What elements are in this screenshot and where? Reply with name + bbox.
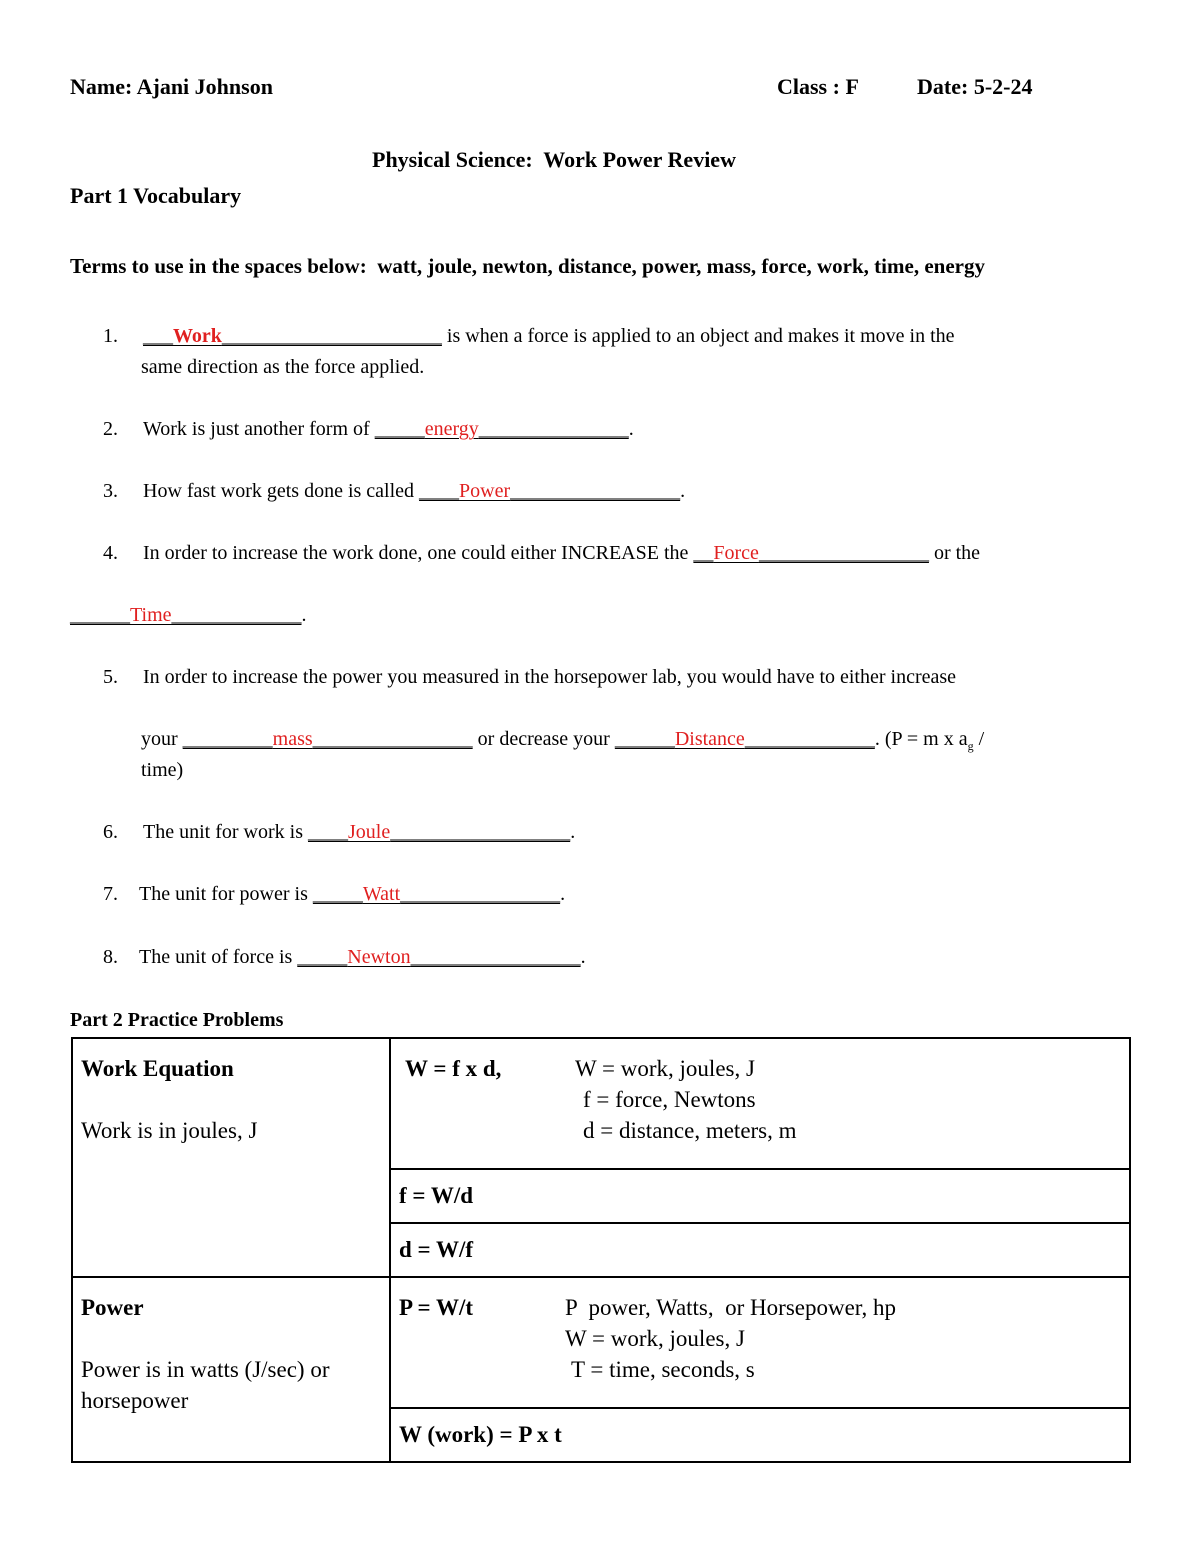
name-field <box>70 74 273 100</box>
question-3: 3. How fast work gets done is called ____Power_________________. <box>103 480 686 502</box>
power-label-cell <box>72 1277 390 1462</box>
force-equation: f = W/d <box>390 1169 1130 1223</box>
answer-5b: Distance <box>674 728 745 750</box>
work-title: Work Equation <box>81 1056 234 1081</box>
question-2: 2. Work is just another form of _____energy_______________. <box>103 418 634 440</box>
question-number: 1. <box>103 325 118 347</box>
question-end: . <box>580 946 586 968</box>
work-main-equation: W = f x d, <box>405 1056 502 1081</box>
formula-subscript: g <box>967 739 974 753</box>
question-4: 4. In order to increase the work done, one could either INCREASE the __Force_________________ or the <box>103 542 981 564</box>
answer-3: Power <box>459 480 511 502</box>
page-title: Physical Science: Work Power Review <box>372 147 736 172</box>
power-equation-cell <box>390 1277 1130 1408</box>
work-def: W = work, joules, J <box>575 1056 755 1081</box>
work-equation-cell <box>390 1038 1130 1169</box>
practice-table <box>71 1037 1131 1463</box>
power-def: P power, Watts, or Horsepower, hp <box>565 1295 897 1320</box>
work-def: d = distance, meters, m <box>583 1118 797 1143</box>
work-label-cell <box>72 1038 390 1277</box>
question-text: In order to increase the work done, one could either INCREASE the <box>143 542 694 564</box>
formula-text-end: / <box>973 728 985 750</box>
distance-equation: d = W/f <box>390 1223 1130 1277</box>
question-number: 3. <box>103 480 118 502</box>
power-def: T = time, seconds, s <box>571 1357 755 1382</box>
question-text: How fast work gets done is called <box>143 480 420 502</box>
formula-text: . (P = m x a <box>874 728 968 750</box>
question-number: 8. <box>103 946 118 968</box>
work-unit-note: Work is in joules, J <box>81 1118 258 1143</box>
question-number: 4. <box>103 542 118 564</box>
power-unit-note: Power is in watts (J/sec) or horsepower <box>81 1357 330 1413</box>
question-1: 1. ___Work______________________ is when a force is applied to an object and makes it move in the <box>103 325 955 347</box>
question-number: 6. <box>103 821 118 843</box>
part2-heading: Part 2 Practice Problems <box>70 1009 284 1031</box>
question-number: 2. <box>103 418 118 440</box>
question-1-line2: same direction as the force applied. <box>141 356 425 378</box>
work-from-power-equation: W (work) = P x t <box>390 1408 1130 1462</box>
question-number: 7. <box>103 883 118 905</box>
date-field <box>917 74 1032 100</box>
answer-8: Newton <box>347 946 411 968</box>
question-text: Work is just another form of <box>143 418 375 440</box>
question-5-line2: your _________mass________________ or decrease your ______Distance_____________. (P = m x $a_g$ / <box>141 728 985 753</box>
question-4-line2: ______Time_____________. <box>70 604 307 626</box>
question-text: The unit for work is <box>143 821 308 843</box>
question-mid: or the <box>928 542 981 564</box>
answer-1: Work <box>173 325 222 347</box>
question-number: 5. <box>103 666 118 688</box>
question-5-line3: time) <box>141 759 184 781</box>
power-main-equation: P = W/t <box>399 1295 474 1320</box>
question-text: The unit of force is <box>139 946 298 968</box>
question-end: . <box>570 821 576 843</box>
question-end: . <box>301 604 307 626</box>
class-label: Class : <box>777 74 840 99</box>
name-value: Ajani Johnson <box>136 74 273 99</box>
question-text: The unit for power is <box>139 883 313 905</box>
question-8: 8. The unit of force is _____Newton_________________. <box>103 946 586 968</box>
work-def: f = force, Newtons <box>583 1087 756 1112</box>
power-title: Power <box>81 1295 144 1320</box>
date-value: 5-2-24 <box>973 74 1033 99</box>
question-end: . <box>560 883 566 905</box>
answer-5a: mass <box>272 728 313 750</box>
question-6: 6. The unit for work is ____Joule__________________. <box>103 821 576 843</box>
question-end: . <box>680 480 686 502</box>
question-text: your <box>141 728 183 750</box>
terms-label: Terms to use in the spaces below: <box>70 254 367 278</box>
question-7: 7. The unit for power is _____Watt________________. <box>103 883 566 905</box>
date-label: Date: <box>917 74 969 99</box>
question-5 <box>103 666 956 689</box>
class-field <box>777 74 859 100</box>
question-text: is when a force is applied to an object and makes it move in the <box>441 325 955 347</box>
question-end: . <box>628 418 634 440</box>
answer-7: Watt <box>362 883 401 905</box>
class-value: F <box>845 74 859 99</box>
answer-6: Joule <box>347 821 391 843</box>
question-text: In order to increase the power you measured in the horsepower lab, you would have to either increase <box>143 666 957 688</box>
name-label: Name: <box>70 74 133 99</box>
question-mid: or decrease your <box>472 728 615 750</box>
answer-2: energy <box>424 418 479 440</box>
answer-4a: Force <box>713 542 759 564</box>
table-row <box>72 1277 1130 1408</box>
table-row <box>72 1038 1130 1169</box>
terms-list: watt, joule, newton, distance, power, mass, force, work, time, energy <box>377 254 985 278</box>
answer-4b: Time <box>130 604 172 626</box>
terms-line <box>70 254 985 279</box>
power-def: W = work, joules, J <box>565 1326 745 1351</box>
part1-heading: Part 1 Vocabulary <box>70 183 242 208</box>
